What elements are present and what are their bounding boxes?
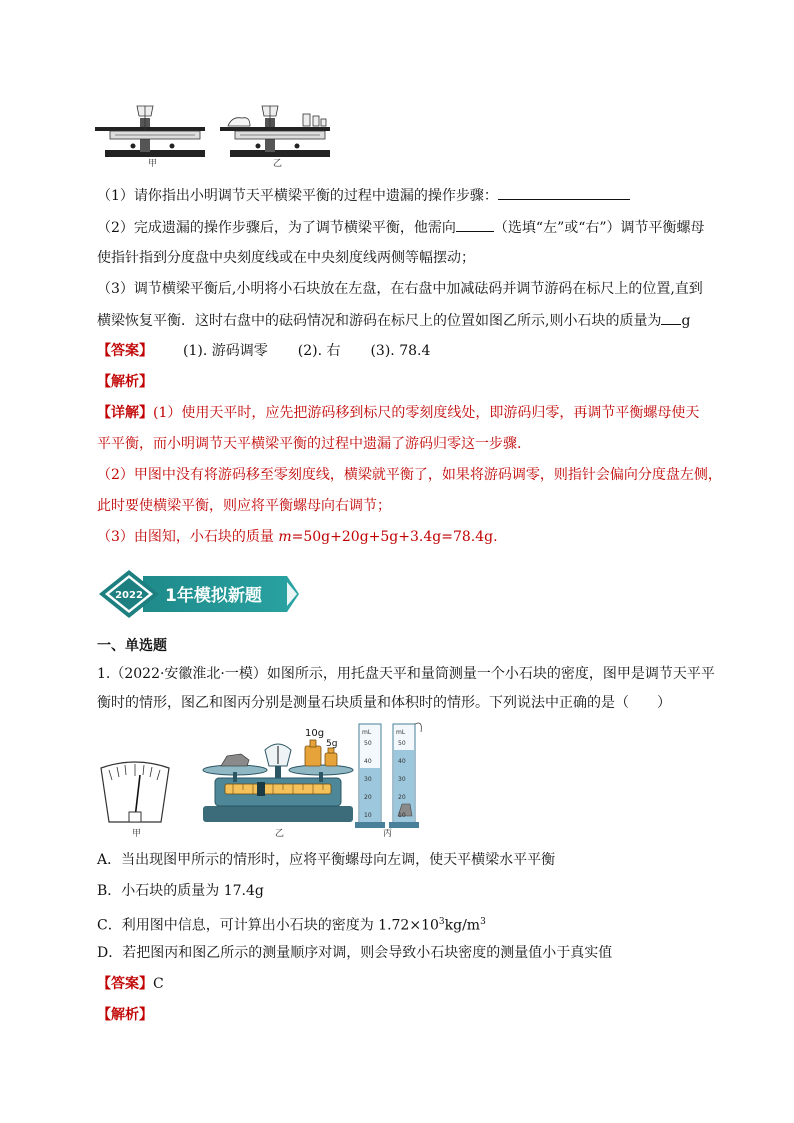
answer-2-label: 【答案】	[97, 976, 153, 992]
question-line-1: 1.（2022·安徽淮北·一模）如图所示，用托盘天平和量筒测量一个小石块的密度，图甲是调节天平平	[97, 666, 715, 682]
cylinder-1-unit: mL	[362, 729, 372, 736]
detail-line-5	[97, 527, 706, 547]
option-c-text: C．利用图中信息，可计算出小石块的密度为 1.72×10	[97, 917, 439, 934]
balance-yi-q	[203, 728, 353, 838]
option-c-exp: 3	[438, 917, 445, 927]
cyl2-tick-40: 40	[398, 758, 406, 765]
cyl1-tick-30: 30	[364, 776, 372, 783]
cyl1-tick-50: 50	[364, 740, 372, 747]
option-a: A．当出现图甲所示的情形时，应将平衡螺母向左调，使天平横梁水平平衡	[97, 852, 556, 868]
detail-line-1	[97, 403, 706, 423]
q1-line	[97, 185, 706, 206]
q2-blank	[456, 217, 494, 232]
question-line-2: 衡时的情形，图乙和图丙分别是测量石块质量和体积时的情形。下列说法中正确的是（ ）	[97, 695, 671, 711]
option-c-unit-exp: 3	[480, 917, 486, 927]
cyl2-tick-50: 50	[398, 740, 406, 747]
fig-q-label-yi: 乙	[275, 829, 285, 838]
answer-2-value: C	[153, 976, 164, 992]
q3-line-2	[97, 310, 706, 331]
detail-label: 【详解】	[97, 405, 153, 421]
analysis-2-label: 【解析】	[97, 1007, 153, 1023]
cyl2-tick-30: 30	[398, 776, 406, 783]
q2-line-1	[97, 217, 706, 238]
weight-5g-label: 5g	[326, 739, 338, 749]
fig-label-jia: 甲	[148, 159, 158, 169]
scale-dial-jia	[101, 762, 169, 838]
section-title: 一、单选题	[97, 638, 167, 654]
fig-q-label-bing: 丙	[383, 829, 393, 838]
detail-text-5a: （3）由图知，小石块的质量	[97, 529, 279, 545]
q3-unit: g	[681, 313, 691, 329]
answer-2-line	[97, 974, 706, 994]
banner-title: 1年模拟新题	[165, 586, 262, 606]
cyl2-tick-10: 10	[398, 812, 406, 819]
question-figure	[95, 720, 435, 838]
q3-text: 横梁恢复平衡．这时右盘中的砝码情况和游码在标尺上的位置如图乙所示,则小石块的质量为	[97, 313, 662, 329]
fig-label-yi: 乙	[273, 159, 283, 169]
q2-text-2: （选填“左”或“右”）调节平衡螺母	[493, 220, 705, 236]
cylinder-2-unit: mL	[396, 729, 406, 736]
cyl1-tick-40: 40	[364, 758, 372, 765]
detail-line-2: 平平衡，而小明调节天平横梁平衡的过程中遗漏了游码归零这一步骤.	[97, 436, 522, 452]
q3-line-1: （3）调节横梁平衡后,小明将小石块放在左盘，在右盘中加减砝码并调节游码在标尺上的位置,直到	[97, 281, 703, 297]
option-c-unit: kg/m	[444, 917, 481, 934]
answer-1-label: 【答案】	[97, 343, 153, 359]
banner-year: 2022	[115, 590, 143, 601]
detail-text-1: (1）使用天平时，应先把游码移到标尺的零刻度线处，即游码归零，再调节平衡螺母使天	[153, 405, 700, 421]
q1-text: （1）请你指出小明调节天平横梁平衡的过程中遗漏的操作步骤：	[97, 188, 498, 204]
answer-1-a3: (3). 78.4	[370, 343, 431, 359]
analysis-1-label: 【解析】	[97, 374, 153, 390]
answer-1-a1: (1). 游码调零	[183, 343, 268, 359]
answer-1-a2: (2). 右	[297, 343, 341, 359]
q2-line-2: 使指针指到分度盘中央刻度线或在中央刻度线两侧等幅摆动；	[97, 250, 475, 266]
cyl1-tick-20: 20	[364, 794, 372, 801]
fig-q-label-jia: 甲	[132, 829, 142, 838]
balance-figure-top	[95, 100, 345, 170]
banner	[95, 568, 300, 620]
option-b: B．小石块的质量为 17.4g	[97, 883, 264, 899]
detail-line-4: 此时要使横梁平衡，则应将平衡螺母向右调节；	[97, 498, 391, 514]
answer-1-line	[97, 341, 706, 361]
option-c	[97, 912, 706, 936]
option-d: D．若把图丙和图乙所示的测量顺序对调，则会导致小石块密度的测量值小于真实值	[97, 945, 613, 961]
cyl1-tick-10: 10	[364, 812, 372, 819]
cylinders-bing	[355, 723, 421, 838]
q3-blank	[661, 310, 681, 325]
q2-text-1: （2）完成遗漏的操作步骤后，为了调节横梁平衡，他需向	[97, 220, 456, 236]
weight-10g-label: 10g	[305, 728, 325, 739]
balance-jia	[95, 106, 205, 169]
detail-text-5b: =50g+20g+5g+3.4g=78.4g.	[291, 529, 498, 545]
cyl2-tick-20: 20	[398, 794, 406, 801]
detail-line-3: （2）甲图中没有将游码移至零刻度线，横梁就平衡了，如果将游码调零，则指针会偏向分度盘左侧，	[97, 467, 722, 483]
detail-mass-symbol: m	[278, 529, 292, 545]
q1-blank	[498, 185, 630, 200]
balance-yi	[220, 106, 330, 169]
